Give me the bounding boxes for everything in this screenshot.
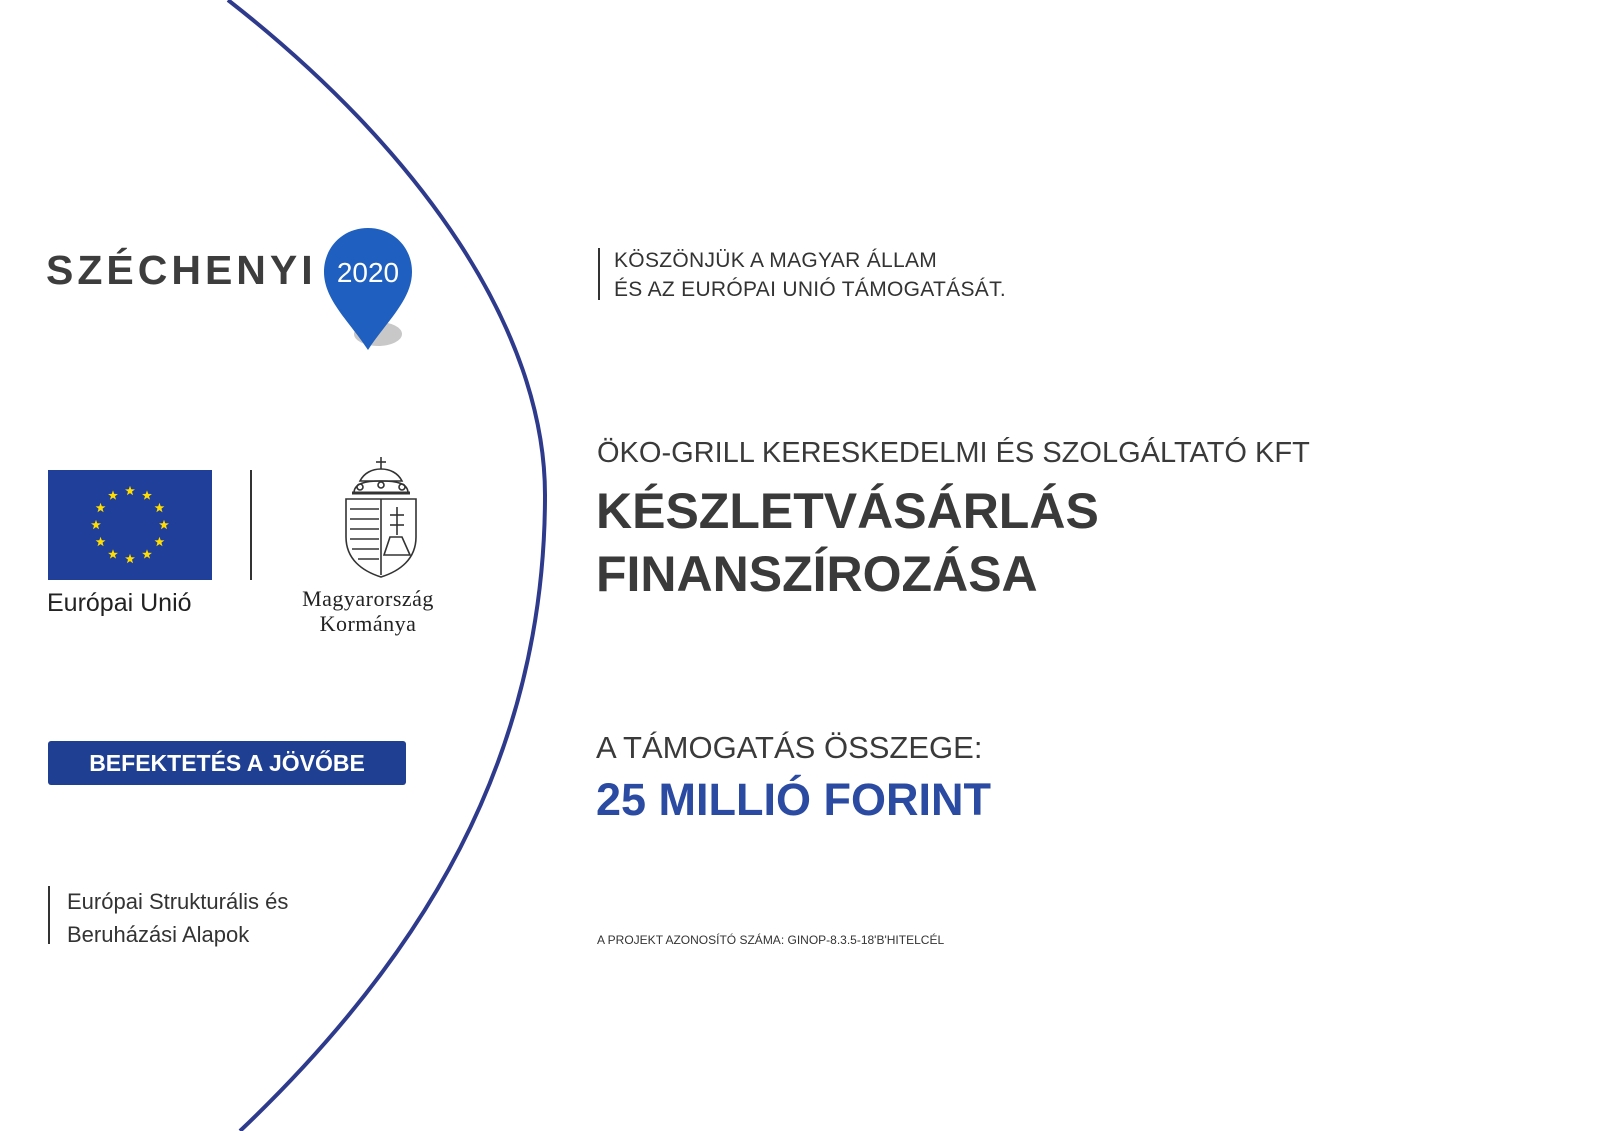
location-pin-icon [320, 226, 416, 352]
beneficiary-name: ÖKO-GRILL KERESKEDELMI ÉS SZOLGÁLTATÓ KFT [597, 437, 1310, 469]
support-amount: 25 MILLIÓ FORINT [596, 774, 992, 825]
government-name [262, 586, 474, 636]
thanks-divider [598, 248, 600, 300]
project-id: A PROJEKT AZONOSÍTÓ SZÁMA: GINOP-8.3.5-18'B'HITELCÉL [597, 933, 945, 947]
eu-label: Európai Unió [47, 589, 192, 617]
thanks-line1: KÖSZÖNJÜK A MAGYAR ÁLLAM [614, 249, 938, 272]
fund-divider [48, 886, 50, 944]
fund-name [67, 885, 288, 951]
slogan-badge: BEFEKTETÉS A JÖVŐBE [48, 741, 406, 785]
szechenyi-logo-word: SZÉCHENYI [46, 247, 317, 293]
eu-flag-icon [48, 470, 212, 580]
thanks-text [614, 246, 1006, 304]
government-name-line2: Kormánya [319, 611, 417, 636]
fund-name-line2: Beruházási Alapok [67, 922, 250, 947]
logo-divider [250, 470, 252, 580]
thanks-line2: ÉS AZ EURÓPAI UNIÓ TÁMOGATÁSÁT. [614, 278, 1007, 301]
hungarian-coat-of-arms-icon [338, 455, 424, 580]
support-amount-label: A TÁMOGATÁS ÖSSZEGE: [596, 730, 983, 765]
project-title-line1: KÉSZLETVÁSÁRLÁS [596, 483, 1099, 539]
fund-name-line1: Európai Strukturális és [67, 889, 289, 914]
project-title [596, 480, 1099, 606]
szechenyi-year: 2020 [336, 257, 400, 288]
project-title-line2: FINANSZÍROZÁSA [596, 546, 1038, 602]
government-name-line1: Magyarország [302, 586, 434, 611]
